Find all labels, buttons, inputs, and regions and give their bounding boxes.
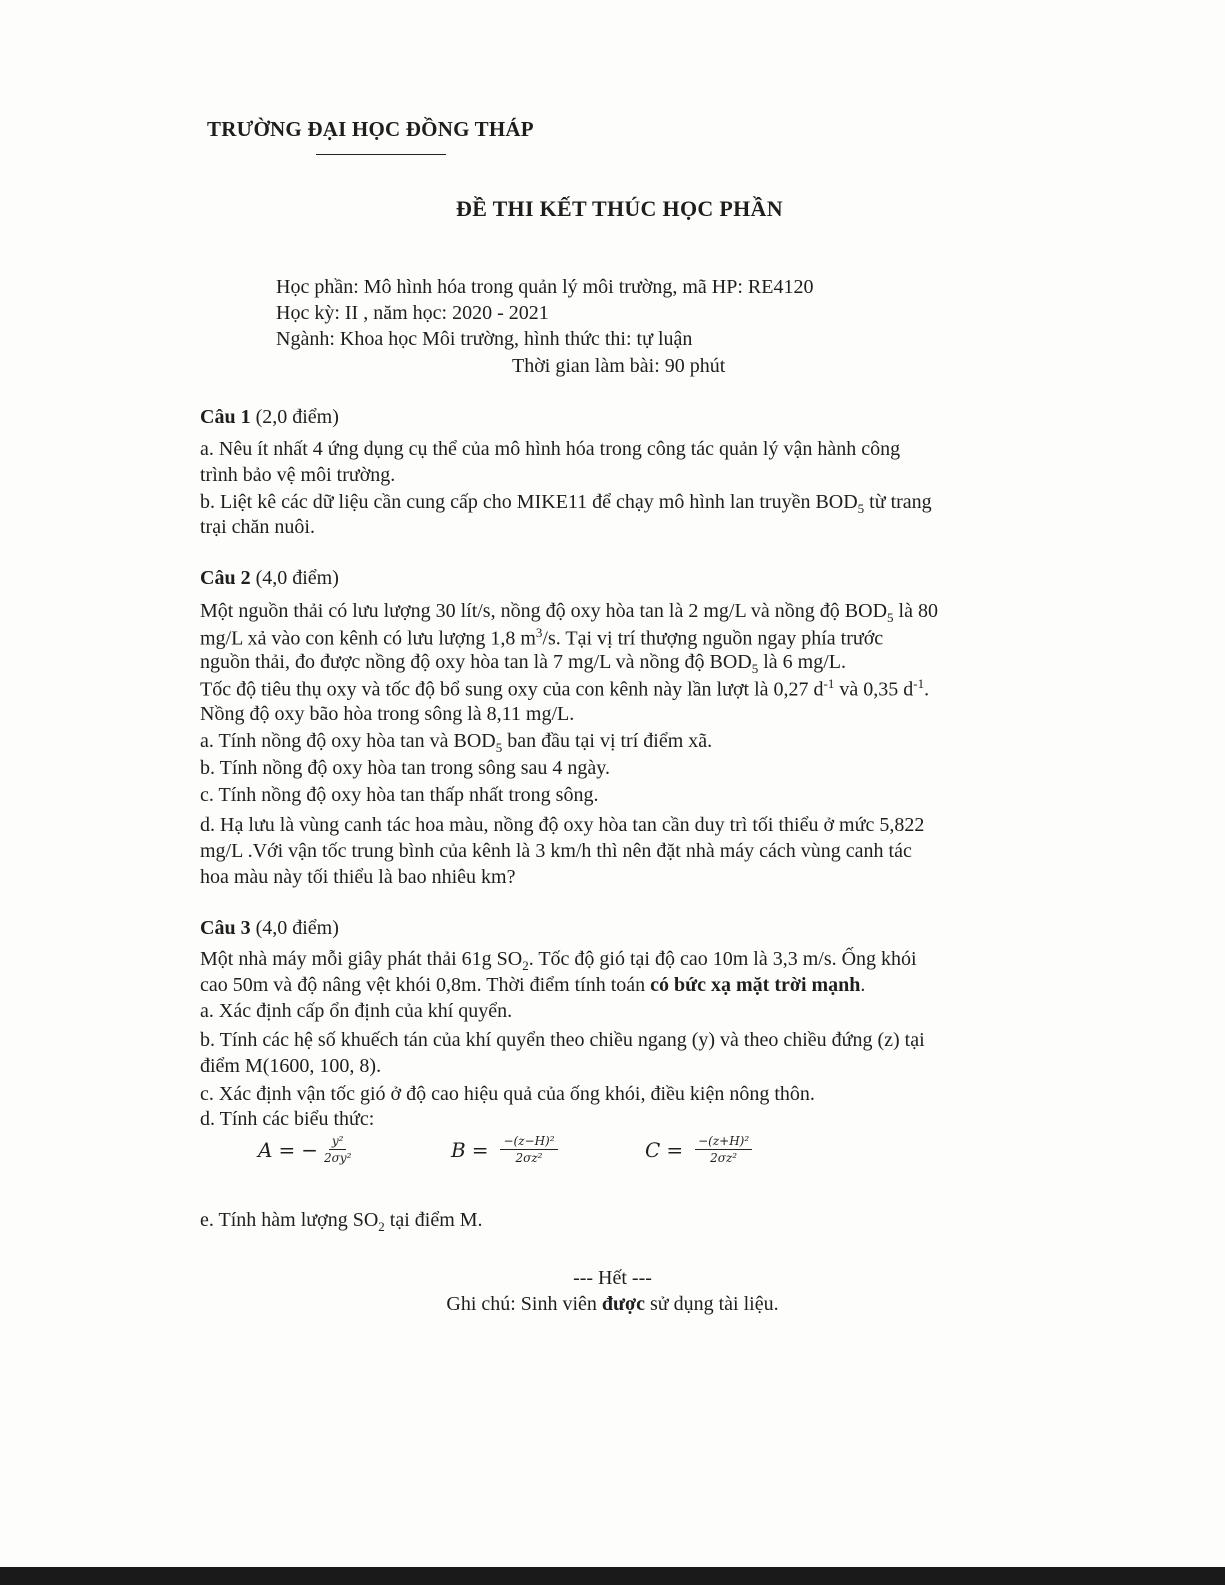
- q2-c: c. Tính nồng độ oxy hòa tan thấp nhất trong sông.: [200, 784, 599, 806]
- formula-b-denominator: 2σz²: [515, 1151, 543, 1165]
- q2-l2-post: /s. Tại vị trí thượng nguồn ngay phía trước: [542, 627, 884, 650]
- formula-c-denominator: 2σz²: [710, 1151, 738, 1165]
- q3-e: [200, 1209, 483, 1235]
- q3-c: c. Xác định vận tốc gió ở độ cao hiệu quả của ống khói, điều kiện nông thôn.: [200, 1083, 815, 1105]
- formula-a-numerator: y²: [329, 1134, 347, 1150]
- q1-b-line1: [200, 491, 932, 517]
- q2-a-text: a. Tính nồng độ oxy hòa tan và BOD: [200, 730, 496, 752]
- q1-heading: [200, 406, 339, 429]
- formula-a-sign: −: [301, 1137, 318, 1162]
- q2-line5: Nồng độ oxy bão hòa trong sông là 8,11 mg/L.: [200, 703, 575, 725]
- formula-c-fraction: [695, 1134, 752, 1165]
- q3-line2: [200, 974, 865, 997]
- formula-c-numerator: −(z+H)²: [695, 1134, 752, 1150]
- q2-d-line1: d. Hạ lưu là vùng canh tác hoa màu, nồng độ oxy hòa tan cần duy trì tối thiểu ở mức 5,822: [200, 814, 925, 836]
- q3-a: a. Xác định cấp ổn định của khí quyển.: [200, 1000, 513, 1022]
- q2-l1-sub: 5: [887, 610, 894, 625]
- formula-a-denominator: 2σy²: [323, 1151, 352, 1165]
- note-text: Ghi chú: Sinh viên: [446, 1293, 602, 1315]
- q3-l1-sub: 2: [522, 958, 529, 973]
- q3-e-text: e. Tính hàm lượng SO: [200, 1209, 379, 1231]
- formula-b-eq: =: [471, 1137, 489, 1162]
- q1-b-line2: trại chăn nuôi.: [200, 516, 315, 538]
- q1-points: (2,0 điểm): [250, 406, 339, 428]
- q2-l4-sup1: -1: [823, 676, 835, 691]
- q2-points: (4,0 điểm): [250, 567, 339, 589]
- q3-d: d. Tính các biểu thức:: [200, 1108, 375, 1130]
- q1-label: Câu 1: [200, 406, 251, 428]
- formula-b-lhs: B: [451, 1137, 466, 1162]
- formula-c-eq: =: [666, 1137, 684, 1162]
- end-marker: --- Hết ---: [573, 1267, 652, 1289]
- q2-heading: [200, 567, 339, 590]
- q1-a-line1: a. Nêu ít nhất 4 ứng dụng cụ thể của mô hình hóa trong công tác quản lý vận hành công: [200, 438, 901, 460]
- q3-b-line2: điểm M(1600, 100, 8).: [200, 1055, 382, 1077]
- q2-l4-mid: và 0,35 d: [834, 678, 914, 701]
- q3-label: Câu 3: [200, 917, 251, 939]
- major-info: Ngành: Khoa học Môi trường, hình thức thi: tự luận: [276, 328, 693, 350]
- q2-l4-sup2: -1: [913, 676, 925, 691]
- q2-d-line2: mg/L .Với vận tốc trung bình của kênh là 3 km/h thì nên đặt nhà máy cách vùng canh tác: [200, 840, 912, 862]
- note-post: sử dụng tài liệu.: [645, 1293, 779, 1315]
- q2-d-line3: hoa màu này tối thiểu là bao nhiêu km?: [200, 866, 516, 888]
- formula-c: [645, 1134, 752, 1165]
- course-info: Học phần: Mô hình hóa trong quản lý môi trường, mã HP: RE4120: [276, 276, 814, 298]
- q1-b-post: từ trang: [864, 491, 932, 513]
- q3-b-line1: b. Tính các hệ số khuếch tán của khí quyển theo chiều ngang (y) và theo chiều đứng (z) tại: [200, 1029, 925, 1051]
- q2-l3-text: nguồn thải, đo được nồng độ oxy hòa tan là 7 mg/L và nồng độ BOD: [200, 651, 752, 673]
- q2-a-post: ban đầu tại vị trí điểm xã.: [502, 730, 713, 752]
- school-underline: [316, 154, 446, 155]
- q3-l1-text: Một nhà máy mỗi giây phát thải 61g SO: [200, 948, 523, 970]
- q2-l4-text: Tốc độ tiêu thụ oxy và tốc độ bổ sung oxy của con kênh này lần lượt là 0,27 d: [200, 678, 824, 701]
- q2-line4: [200, 676, 929, 702]
- formula-b-numerator: −(z−H)²: [500, 1134, 557, 1150]
- q2-l3-sub: 5: [751, 661, 759, 676]
- q2-a-sub: 5: [495, 740, 503, 755]
- q1-a-line2: trình bảo vệ môi trường.: [200, 464, 396, 486]
- formula-a-fraction: [324, 1134, 351, 1165]
- q2-l1-post: là 80: [893, 600, 938, 622]
- q2-line3: [200, 651, 846, 677]
- time-info: Thời gian làm bài: 90 phút: [512, 355, 726, 377]
- note-bold: được: [601, 1293, 645, 1315]
- q2-l3-post: là 6 mg/L.: [758, 651, 846, 673]
- q1-b-text: b. Liệt kê các dữ liệu cần cung cấp cho MIKE11 để chạy mô hình lan truyền BOD: [200, 491, 858, 513]
- formula-b: [451, 1134, 558, 1165]
- q3-e-sub: 2: [378, 1219, 385, 1234]
- q2-l2-text: mg/L xả vào con kênh có lưu lượng 1,8 m: [200, 627, 536, 650]
- school-name: TRƯỜNG ĐẠI HỌC ĐỒNG THÁP: [207, 117, 534, 141]
- q2-b: b. Tính nồng độ oxy hòa tan trong sông sau 4 ngày.: [200, 757, 610, 779]
- exam-title: ĐỀ THI KẾT THÚC HỌC PHẦN: [456, 196, 783, 221]
- q3-l2-bold: có bức xạ mặt trời mạnh: [650, 974, 861, 996]
- q2-line2: [200, 625, 883, 651]
- scan-bottom-edge: [0, 1567, 1225, 1585]
- formula-a-eq: =: [278, 1137, 296, 1162]
- formula-b-fraction: [500, 1134, 557, 1165]
- semester-info: Học kỳ: II , năm học: 2020 - 2021: [276, 302, 549, 324]
- q3-l1-post: . Tốc độ gió tại độ cao 10m là 3,3 m/s. Ống khói: [528, 948, 917, 970]
- q3-heading: [200, 917, 339, 940]
- q2-line1: [200, 600, 938, 626]
- q3-points: (4,0 điểm): [250, 917, 339, 939]
- q3-l2-post: .: [860, 974, 866, 996]
- q3-l2-text: cao 50m và độ nâng vệt khói 0,8m. Thời điểm tính toán: [200, 974, 651, 996]
- q2-label: Câu 2: [200, 567, 251, 589]
- q2-l4-post: .: [924, 678, 930, 701]
- q3-line1: [200, 948, 917, 974]
- footer-note: [0, 1293, 1225, 1316]
- q2-l1-text: Một nguồn thải có lưu lượng 30 lít/s, nồng độ oxy hòa tan là 2 mg/L và nồng độ BOD: [200, 600, 888, 622]
- q2-a: [200, 730, 712, 756]
- formula-c-lhs: C: [645, 1137, 661, 1162]
- formula-row: [258, 1134, 818, 1190]
- q3-e-post: tại điểm M.: [384, 1209, 483, 1231]
- formula-a: [258, 1134, 351, 1165]
- q1-b-sub: 5: [857, 501, 865, 516]
- q2-l2-sup: 3: [535, 625, 543, 640]
- formula-a-lhs: A: [258, 1137, 273, 1162]
